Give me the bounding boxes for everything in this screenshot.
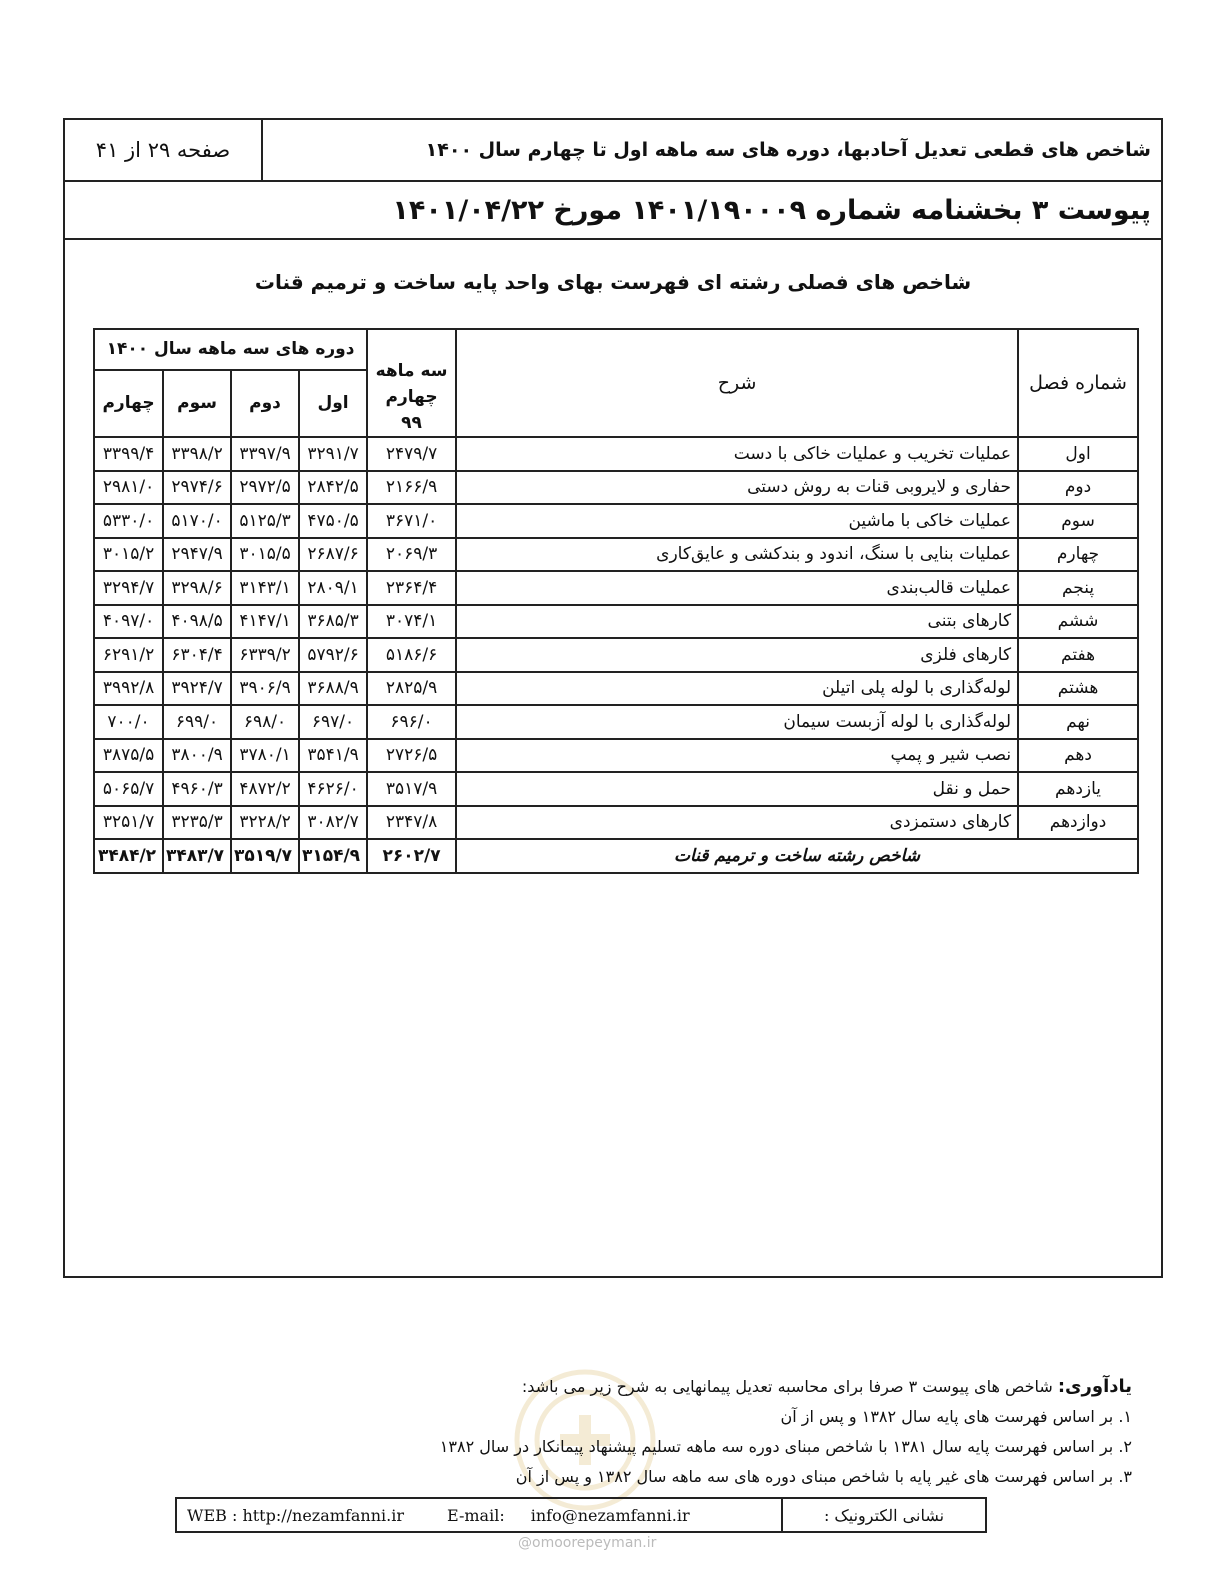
- base-cell: ۲۰۶۹/۳: [367, 538, 456, 572]
- base-cell: ۳۶۷۱/۰: [367, 504, 456, 538]
- q4-cell: ۳۸۷۵/۵: [94, 739, 163, 773]
- q1-cell: ۴۶۲۶/۰: [299, 772, 367, 806]
- circular-title: پیوست ۳ بخشنامه شماره ۱۴۰۱/۱۹۰۰۰۹ مورخ ۱۴۰۱/۰۴/۲۲: [65, 182, 1161, 240]
- q3-cell: ۵۱۷۰/۰: [163, 504, 231, 538]
- table-title: شاخص های فصلی رشته ای فهرست بهای واحد پایه ساخت و ترمیم قنات: [254, 270, 972, 294]
- q1-cell: ۳۵۴۱/۹: [299, 739, 367, 773]
- description-cell: حفاری و لایروبی قنات به روش دستی: [456, 471, 1018, 505]
- chapter-cell: نهم: [1018, 705, 1138, 739]
- chapter-cell: سوم: [1018, 504, 1138, 538]
- q4-cell: ۷۰۰/۰: [94, 705, 163, 739]
- table-row: [94, 672, 1138, 706]
- notes-lead: یادآوری:: [1057, 1376, 1132, 1397]
- description-cell: کارهای فلزی: [456, 638, 1018, 672]
- q2-cell: ۴۱۴۷/۱: [231, 605, 299, 639]
- q3-cell: ۴۰۹۸/۵: [163, 605, 231, 639]
- description-cell: عملیات قالب‌بندی: [456, 571, 1018, 605]
- description-cell: عملیات بنایی با سنگ، اندود و بندکشی و عایق‌کاری: [456, 538, 1018, 572]
- q3-cell: ۳۸۰۰/۹: [163, 739, 231, 773]
- description-cell: عملیات خاکی با ماشین: [456, 504, 1018, 538]
- q3-cell: ۴۹۶۰/۳: [163, 772, 231, 806]
- q2-cell: ۳۷۸۰/۱: [231, 739, 299, 773]
- q4-cell: ۳۲۹۴/۷: [94, 571, 163, 605]
- page-number: صفحه ۲۹ از ۴۱: [65, 120, 263, 180]
- q4-cell: ۶۲۹۱/۲: [94, 638, 163, 672]
- q1-cell: ۴۷۵۰/۵: [299, 504, 367, 538]
- description-cell: حمل و نقل: [456, 772, 1018, 806]
- description-cell: عملیات تخریب و عملیات خاکی با دست: [456, 437, 1018, 471]
- chapter-cell: یازدهم: [1018, 772, 1138, 806]
- q2-cell: ۳۹۰۶/۹: [231, 672, 299, 706]
- q1-cell: ۳۲۹۱/۷: [299, 437, 367, 471]
- base-cell: ۵۱۸۶/۶: [367, 638, 456, 672]
- q1-cell: ۲۸۴۲/۵: [299, 471, 367, 505]
- total-q1-cell: ۳۱۵۴/۹: [299, 839, 367, 873]
- total-q3-cell: ۳۴۸۳/۷: [163, 839, 231, 873]
- base-cell: ۳۵۱۷/۹: [367, 772, 456, 806]
- header-chapter: شماره فصل: [1018, 329, 1138, 437]
- table-row: [94, 739, 1138, 773]
- header-q1: اول: [299, 370, 367, 437]
- table-row: [94, 437, 1138, 471]
- table-row: [94, 571, 1138, 605]
- table-row: [94, 705, 1138, 739]
- total-description: شاخص رشته ساخت و ترمیم قنات: [456, 839, 1138, 873]
- q4-cell: ۴۰۹۷/۰: [94, 605, 163, 639]
- description-cell: کارهای بتنی: [456, 605, 1018, 639]
- total-q4-cell: ۳۴۸۴/۲: [94, 839, 163, 873]
- table-row: [94, 471, 1138, 505]
- q2-cell: ۲۹۷۲/۵: [231, 471, 299, 505]
- chapter-cell: پنجم: [1018, 571, 1138, 605]
- chapter-cell: ششم: [1018, 605, 1138, 639]
- q4-cell: ۵۰۶۵/۷: [94, 772, 163, 806]
- q2-cell: ۳۲۲۸/۲: [231, 806, 299, 840]
- base-cell: ۲۳۴۷/۸: [367, 806, 456, 840]
- contact-box: [175, 1497, 987, 1533]
- total-base-cell: ۲۶۰۲/۷: [367, 839, 456, 873]
- q2-cell: ۳۳۹۷/۹: [231, 437, 299, 471]
- q3-cell: ۶۹۹/۰: [163, 705, 231, 739]
- header-row: [65, 120, 1161, 182]
- q3-cell: ۶۳۰۴/۴: [163, 638, 231, 672]
- base-cell: ۲۴۷۹/۷: [367, 437, 456, 471]
- header-q3: سوم: [163, 370, 231, 437]
- chapter-cell: اول: [1018, 437, 1138, 471]
- q4-cell: ۳۳۹۹/۴: [94, 437, 163, 471]
- email-link[interactable]: info@nezamfanni.ir: [530, 1505, 690, 1525]
- base-cell: ۲۷۲۶/۵: [367, 739, 456, 773]
- description-cell: لوله‌گذاری با لوله آزبست سیمان: [456, 705, 1018, 739]
- table-row: [94, 538, 1138, 572]
- description-cell: کارهای دستمزدی: [456, 806, 1018, 840]
- q2-cell: ۳۰۱۵/۵: [231, 538, 299, 572]
- header-q4: چهارم: [94, 370, 163, 437]
- q3-cell: ۲۹۴۷/۹: [163, 538, 231, 572]
- base-cell: ۶۹۶/۰: [367, 705, 456, 739]
- q2-cell: ۶۳۳۹/۲: [231, 638, 299, 672]
- note-item: ۲. بر اساس فهرست پایه سال ۱۳۸۱ با شاخص مبنای دوره سه ماهه تسلیم پیشنهاد پیمانکار در سال ۱۳۸۲: [439, 1437, 1132, 1456]
- q3-cell: ۲۹۷۴/۶: [163, 471, 231, 505]
- q4-cell: ۵۳۳۰/۰: [94, 504, 163, 538]
- table-row: [94, 638, 1138, 672]
- q1-cell: ۳۰۸۲/۷: [299, 806, 367, 840]
- q4-cell: ۳۹۹۲/۸: [94, 672, 163, 706]
- chapter-cell: هشتم: [1018, 672, 1138, 706]
- document-title: شاخص های قطعی تعدیل آحادبها، دوره های سه ماهه اول تا چهارم سال ۱۴۰۰: [425, 139, 1151, 161]
- chapter-cell: دوازدهم: [1018, 806, 1138, 840]
- q1-cell: ۳۶۸۸/۹: [299, 672, 367, 706]
- q4-cell: ۳۲۵۱/۷: [94, 806, 163, 840]
- table-row: [94, 772, 1138, 806]
- base-cell: ۲۳۶۴/۴: [367, 571, 456, 605]
- q4-cell: ۲۹۸۱/۰: [94, 471, 163, 505]
- q1-cell: ۲۶۸۷/۶: [299, 538, 367, 572]
- q1-cell: ۳۶۸۵/۳: [299, 605, 367, 639]
- chapter-cell: دهم: [1018, 739, 1138, 773]
- footer-handle: @omoorepeyman.ir: [518, 1535, 657, 1551]
- header-description: شرح: [456, 329, 1018, 437]
- q3-cell: ۳۲۹۸/۶: [163, 571, 231, 605]
- q2-cell: ۴۸۷۲/۲: [231, 772, 299, 806]
- q3-cell: ۳۳۹۸/۲: [163, 437, 231, 471]
- q1-cell: ۵۷۹۲/۶: [299, 638, 367, 672]
- chapter-cell: دوم: [1018, 471, 1138, 505]
- base-cell: ۲۱۶۶/۹: [367, 471, 456, 505]
- total-q2-cell: ۳۵۱۹/۷: [231, 839, 299, 873]
- note-item: ۱. بر اساس فهرست های پایه سال ۱۳۸۲ و پس از آن: [780, 1407, 1132, 1426]
- email-label: E-mail:: [447, 1505, 505, 1525]
- note-item: ۳. بر اساس فهرست های غیر پایه با شاخص مبنای دوره های سه ماهه سال ۱۳۸۲ و پس از آن: [515, 1467, 1132, 1486]
- contact-email-group: [447, 1499, 781, 1531]
- header-periods-group: دوره های سه ماهه سال ۱۴۰۰: [94, 329, 367, 370]
- table-row: [94, 806, 1138, 840]
- q2-cell: ۳۱۴۳/۱: [231, 571, 299, 605]
- chapter-cell: هفتم: [1018, 638, 1138, 672]
- index-table: [93, 328, 1139, 874]
- table-row: [94, 504, 1138, 538]
- q3-cell: ۳۲۳۵/۳: [163, 806, 231, 840]
- header-base-period: سه ماهه چهارم ۹۹: [367, 329, 456, 437]
- description-cell: لوله‌گذاری با لوله پلی اتیلن: [456, 672, 1018, 706]
- notes-section: [380, 1372, 1132, 1492]
- base-cell: ۲۸۲۵/۹: [367, 672, 456, 706]
- total-row: [94, 839, 1138, 873]
- q1-cell: ۶۹۷/۰: [299, 705, 367, 739]
- description-cell: نصب شیر و پمپ: [456, 739, 1018, 773]
- notes-intro-line: [380, 1372, 1132, 1402]
- table-row: [94, 605, 1138, 639]
- q4-cell: ۳۰۱۵/۲: [94, 538, 163, 572]
- notes-intro: شاخص های پیوست ۳ صرفا برای محاسبه تعدیل پیمانهایی به شرح زیر می باشد:: [521, 1377, 1053, 1396]
- chapter-cell: چهارم: [1018, 538, 1138, 572]
- contact-label: نشانی الکترونیک :: [781, 1499, 985, 1531]
- q1-cell: ۲۸۰۹/۱: [299, 571, 367, 605]
- base-cell: ۳۰۷۴/۱: [367, 605, 456, 639]
- q3-cell: ۳۹۲۴/۷: [163, 672, 231, 706]
- page-frame: [63, 118, 1163, 1278]
- contact-web[interactable]: WEB : http://nezamfanni.ir: [187, 1505, 404, 1525]
- header-q2: دوم: [231, 370, 299, 437]
- q2-cell: ۶۹۸/۰: [231, 705, 299, 739]
- q2-cell: ۵۱۲۵/۳: [231, 504, 299, 538]
